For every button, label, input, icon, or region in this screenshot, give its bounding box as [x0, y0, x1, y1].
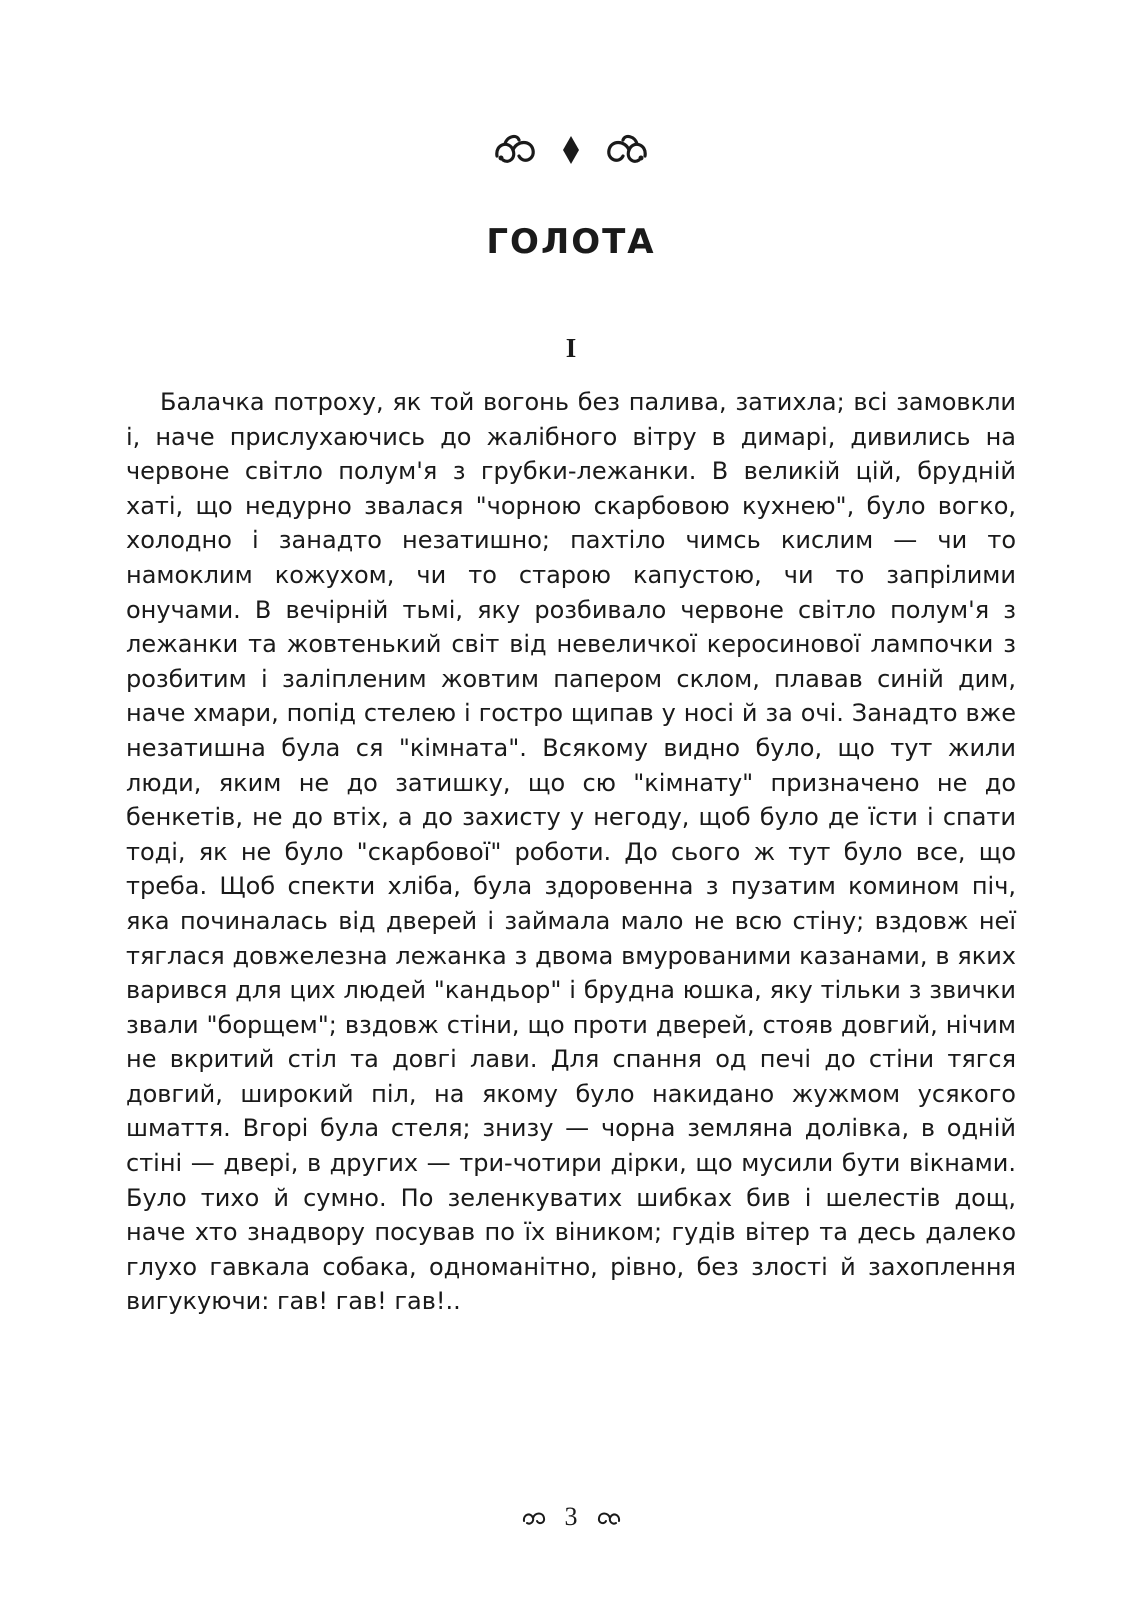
diamond-icon: [563, 136, 579, 164]
body-paragraph: Балачка потроху, як той вогонь без палива, затихла; всі замовкли і, наче прислухаючись до жалібного вітру в димарі, дивились на червоне світло полум'я з грубки-лежанки. В великій цій, брудній хаті, що недурно звалася "чорною скарбовою кухнею", було вогко, холодно і занадто незатишно; пахтіло чимсь кислим — чи то намоклим кожухом, чи то старою капустою, чи то запрілими онучами. В вечірній тьмі, яку розбивало червоне світло полум'я з лежанки та жовтенький світ від невеличкої керосинової лампочки з розбитим і заліпленим жовтим папером склом, плавав синій дим, наче хмари, попід стелею і гостро щипав у носі й за очі. Занадто вже незатишна була ся "кімната". Всякому видно було, що тут жили люди, яким не до затишку, що сю "кімнату" призначено не до бенкетів, не до втіх, а до захисту у негоду, щоб було де їсти і спати тоді, як не було "скарбової" роботи. До сього ж тут було все, що треба. Щоб спекти хліба, була здоровенна з пузатим комином піч, яка починалась від дверей і займала мало не всю стіну; вздовж неї тяглася довжелезна лежанка з двома вмурованими казанами, в яких варився для цих людей "кандьор" і брудна юшка, яку тільки з звички звали "борщем"; вздовж стіни, що проти дверей, стояв довгий, нічим не вкритий стіл та довгі лави. Для спання од печі до стіни тягся довгий, широкий піл, на якому було накидано жужмом усякого шмаття. Вгорі була стеля; знизу — чорна земляна долівка, в одній стіні — двері, в других — три-чотири дірки, що мусили бути вікнами. Було тихо й сумно. По зеленкуватих шибках бив і шелестів дощ, наче хто знадвору посував по їх віником; гудів вітер та десь далеко глухо гавкала собака, одноманітно, рівно, без злості й захоплення вигукуючи: гав! гав! гав!..: [126, 388, 1016, 1316]
curl-right-ornament-icon: [592, 1506, 622, 1528]
chapter-title: ГОЛОТА: [486, 222, 656, 262]
page-number: 3: [564, 1502, 578, 1531]
curl-right-ornament-icon: [609, 137, 645, 162]
curl-left-ornament-icon: [497, 137, 533, 162]
header-ornament: [0, 126, 1142, 174]
chapter-number: I: [565, 333, 577, 363]
curl-left-ornament-icon: [521, 1506, 551, 1528]
page-footer: [0, 1497, 1142, 1537]
ornament-group: [491, 126, 651, 174]
